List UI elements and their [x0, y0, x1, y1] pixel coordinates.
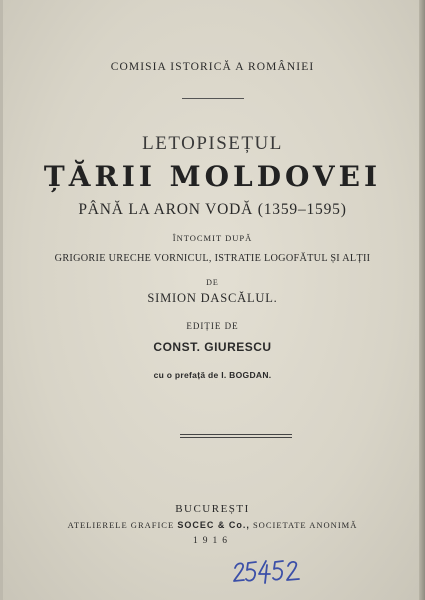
commission-heading: COMISIA ISTORICĂ A ROMÂNIEI — [110, 61, 315, 73]
title-line-2: ȚĂRII MOLDOVEI — [43, 160, 382, 193]
printer-brand: SOCEC & Co., — [177, 520, 250, 530]
title-line-1: LETOPISEȚUL — [142, 133, 283, 154]
double-rule-bottom — [180, 437, 292, 438]
handwritten-inventory-number — [232, 556, 302, 586]
imprint-year: 1916 — [193, 536, 232, 546]
authors-line: GRIGORIE URECHE VORNICUL, ISTRATIE LOGOFĂTUL ȘI ALȚII — [54, 252, 371, 264]
editor-name: CONST. GIURESCU — [153, 340, 272, 354]
short-divider — [182, 98, 244, 99]
edition-label: EDIȚIE DE — [186, 321, 239, 331]
printer-suffix: SOCIETATE ANONIMĂ — [252, 520, 358, 530]
compiler-name: SIMION DASCĂLUL. — [147, 291, 278, 305]
imprint-printer — [0, 520, 425, 530]
compiled-after-label: ÎNTOCMIT DUPĂ — [172, 233, 253, 243]
by-label: DE — [206, 278, 219, 287]
printer-prefix: ATELIERELE GRAFICE — [67, 520, 175, 530]
imprint-city: BUCUREȘTI — [175, 503, 250, 515]
preface-credit: cu o prefață de I. BOGDAN. — [153, 370, 272, 380]
title-line-3: PÂNĂ LA ARON VODĂ (1359–1595) — [78, 201, 347, 218]
double-rule-top — [180, 434, 292, 435]
